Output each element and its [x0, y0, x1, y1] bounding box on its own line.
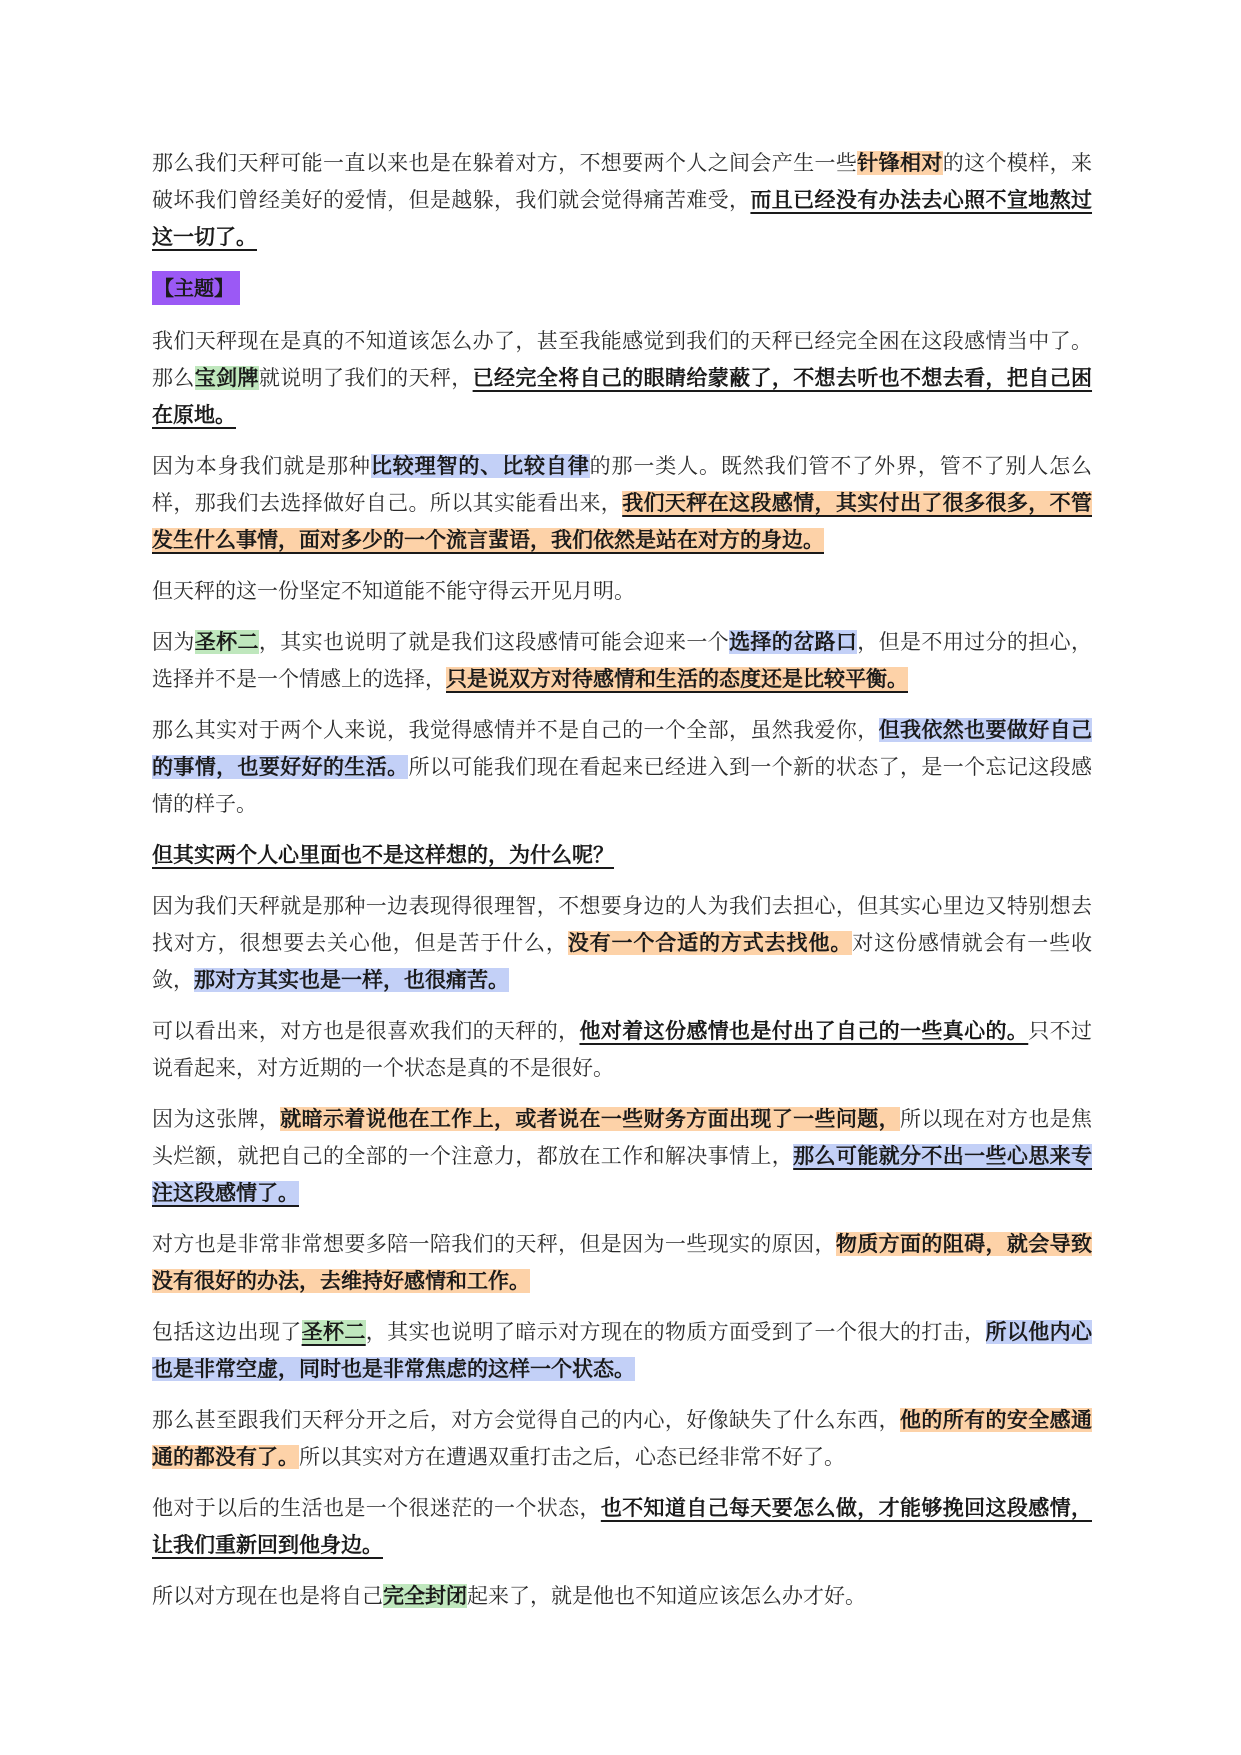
- body-text: 对这份感情就会有一些收敛，: [152, 931, 1093, 992]
- highlighted-text: 他的所有的安全感通通的都没有了。: [152, 1408, 1093, 1469]
- highlighted-text: 只是说双方对待感情和生活的态度还是比较平衡。: [446, 667, 908, 691]
- body-text: 只不过说看起来，对方近期的一个状态是真的不是很好。: [152, 1019, 1093, 1080]
- highlighted-text: 物质方面的阻碍，就会导致没有很好的办法，去维持好感情和工作。: [152, 1232, 1092, 1293]
- highlighted-text: 那对方其实也是一样，也很痛苦。: [194, 968, 509, 992]
- body-text: 包括这边出现了: [152, 1320, 302, 1344]
- body-text: 那么我们天秤可能一直以来也是在躲着对方，不想要两个人之间会产生一些: [152, 151, 858, 175]
- body-text: 就说明了我们的天秤，: [258, 366, 473, 390]
- highlighted-text: 完全封闭: [383, 1584, 467, 1608]
- highlighted-text: 所以他内心也是非常空虚，同时也是非常焦虑的这样一个状态。: [152, 1320, 1093, 1381]
- body-text: 那么甚至跟我们天秤分开之后，对方会觉得自己的内心，好像缺失了什么东西，: [152, 1408, 901, 1432]
- emphasized-text: 他对着这份感情也是付出了自己的一些真心的。: [579, 1019, 1029, 1043]
- emphasized-text: 也不知道自己每天要怎么做，才能够挽回这段感情，让我们重新回到他身边。: [152, 1496, 1092, 1557]
- body-text: ，其实也说明了就是我们这段感情可能会迎来一个: [258, 630, 730, 654]
- body-text: 因为本身我们就是那种: [152, 454, 371, 478]
- highlighted-text: 我们天秤在这段感情，其实付出了很多很多，不管发生什么事情，面对多少的一个流言蜚语，我们依然是站在对方的身边。: [152, 491, 1092, 552]
- body-text: 所以可能我们现在看起来已经进入到一个新的状态了，是一个忘记这段感情的样子。: [152, 755, 1093, 816]
- highlighted-text: 但我依然也要做好自己的事情，也要好好的生活。: [152, 718, 1093, 779]
- paragraph: [152, 1314, 1092, 1388]
- body-text: ，其实也说明了暗示对方现在的物质方面受到了一个很大的打击，: [365, 1320, 986, 1344]
- body-text: 但天秤的这一份坚定不知道能不能守得云开见月明。: [152, 579, 635, 603]
- paragraph: [152, 1490, 1092, 1564]
- highlighted-text: 那么可能就分不出一些心思来专注这段感情了。: [152, 1144, 1093, 1205]
- paragraph: [152, 1578, 1092, 1615]
- body-text: 起来了，就是他也不知道应该怎么办才好。: [467, 1584, 866, 1608]
- body-text: 他对于以后的生活也是一个很迷茫的一个状态，: [152, 1496, 601, 1520]
- highlighted-text: 没有一个合适的方式去找他。: [567, 931, 853, 955]
- paragraph: [152, 837, 1092, 874]
- body-text: 可以看出来，对方也是很喜欢我们的天秤的，: [152, 1019, 580, 1043]
- paragraph: [152, 1226, 1092, 1300]
- paragraph: [152, 145, 1092, 256]
- paragraph: [152, 270, 1092, 307]
- document-body: [152, 145, 1092, 1629]
- body-text: 对方也是非常非常想要多陪一陪我们的天秤，但是因为一些现实的原因，: [152, 1232, 836, 1256]
- paragraph: [152, 448, 1092, 559]
- paragraph: [152, 573, 1092, 610]
- paragraph: [152, 624, 1092, 698]
- paragraph: [152, 712, 1092, 823]
- body-text: ，但是不用过分的担心，选择并不是一个情感上的选择，: [152, 630, 1093, 691]
- paragraph: [152, 323, 1092, 434]
- paragraph: [152, 1101, 1092, 1212]
- body-text: 的那一类人。既然我们管不了外界，管不了别人怎么样，那我们去选择做好自己。所以其实能看出来，: [152, 454, 1093, 515]
- highlighted-text: 就暗示着说他在工作上，或者说在一些财务方面出现了一些问题，: [280, 1107, 901, 1131]
- emphasized-text: 而且已经没有办法去心照不宣地熬过这一切了。: [152, 188, 1093, 249]
- body-text: 所以对方现在也是将自己: [152, 1584, 383, 1608]
- paragraph: [152, 1402, 1092, 1476]
- highlighted-text: 宝剑牌: [194, 366, 259, 390]
- body-text: 所以现在对方也是焦头烂额，就把自己的全部的一个注意力，都放在工作和解决事情上，: [152, 1107, 1093, 1168]
- highlighted-text: 比较理智的、比较自律: [370, 454, 590, 478]
- highlighted-text: 针锋相对: [857, 151, 943, 175]
- body-text: 那么其实对于两个人来说，我觉得感情并不是自己的一个全部，虽然我爱你，: [152, 718, 879, 742]
- body-text: 因为: [152, 630, 195, 654]
- body-text: 的这个模样，来破坏我们曾经美好的爱情，但是越躲，我们就会觉得痛苦难受，: [152, 151, 1093, 212]
- highlighted-text: 选择的岔路口: [729, 630, 858, 654]
- emphasized-text: 但其实两个人心里面也不是这样想的，为什么呢？: [152, 843, 614, 867]
- body-text: 因为我们天秤就是那种一边表现得很理智，不想要身边的人为我们去担心，但其实心里边又特别想去找对方，很想要去关心他，但是苦于什么，: [152, 894, 1092, 955]
- paragraph: [152, 888, 1092, 999]
- body-text: 因为这张牌，: [152, 1107, 281, 1131]
- highlighted-text: 圣杯二: [194, 630, 259, 654]
- body-text: 所以其实对方在遭遇双重打击之后，心态已经非常不好了。: [299, 1445, 845, 1469]
- section-tag-label: 【主题】: [152, 271, 240, 305]
- body-text: 我们天秤现在是真的不知道该怎么办了，甚至我能感觉到我们的天秤已经完全困在这段感情当中了。那么: [152, 329, 1092, 390]
- paragraph: [152, 1013, 1092, 1087]
- highlighted-text: 圣杯二: [301, 1320, 366, 1344]
- emphasized-text: 已经完全将自己的眼睛给蒙蔽了，不想去听也不想去看，把自己困在原地。: [152, 366, 1093, 427]
